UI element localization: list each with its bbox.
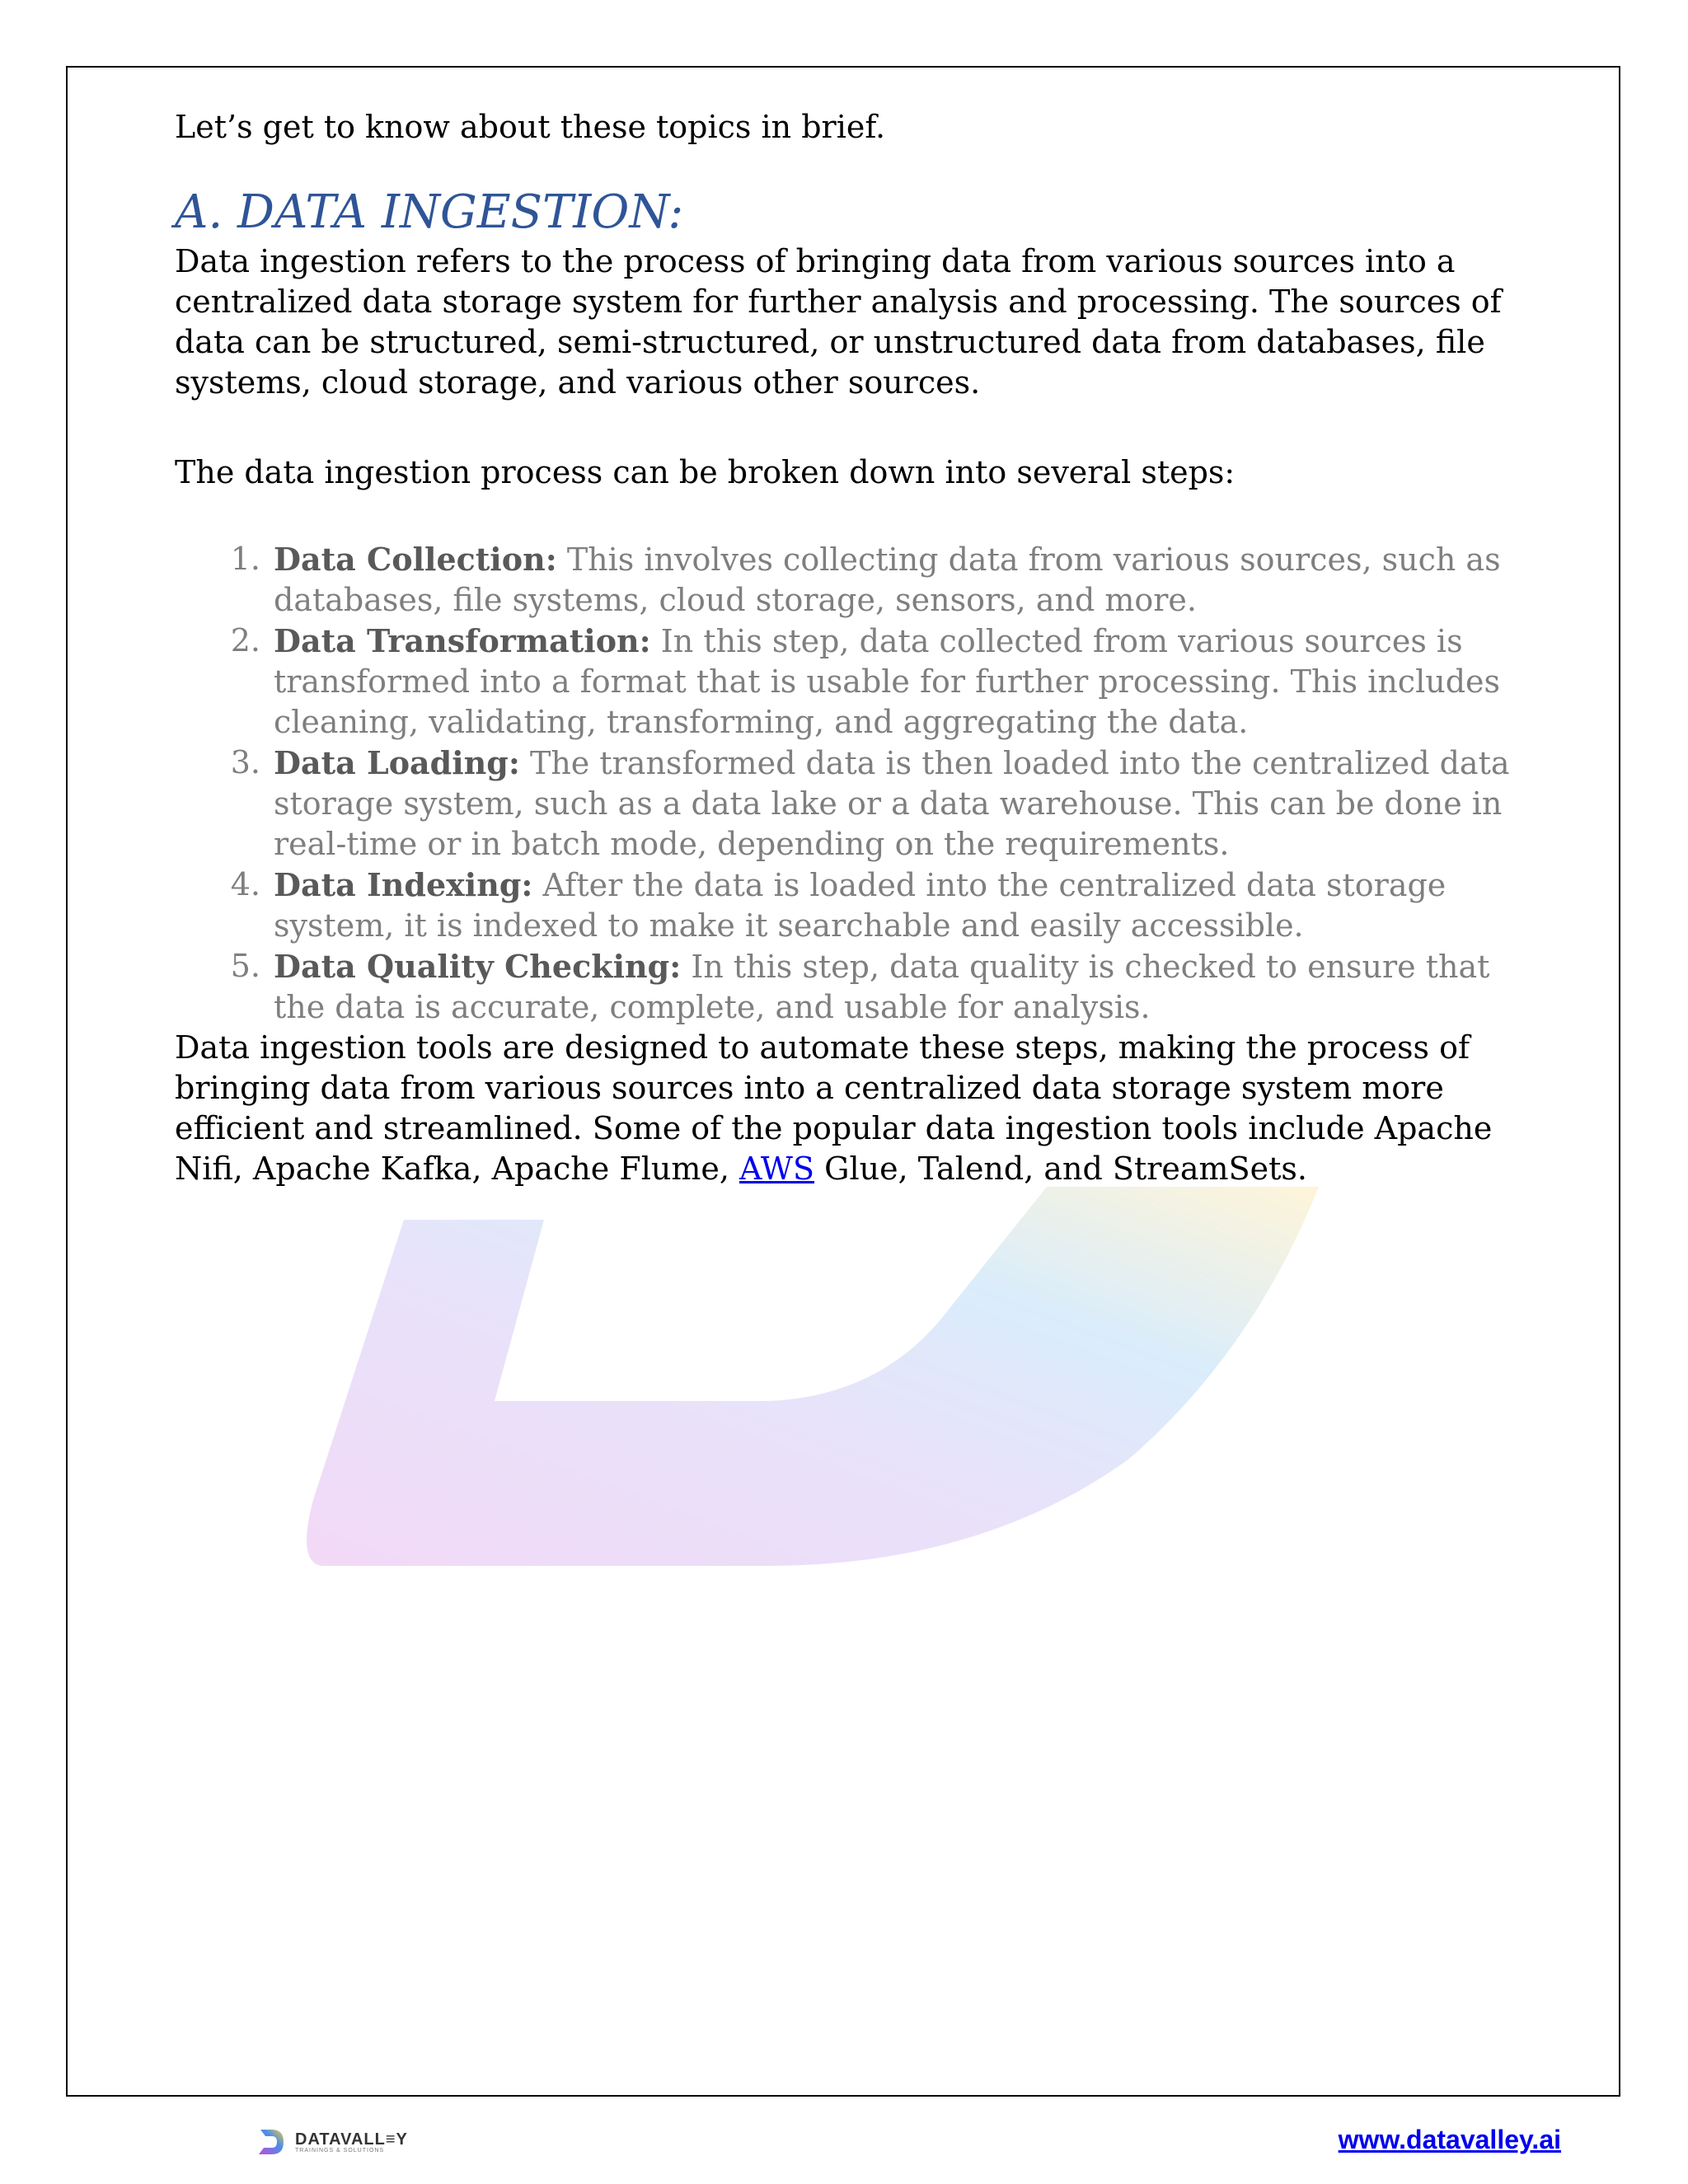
datavalley-logo-icon (256, 2126, 287, 2158)
logo-subtext: TRAININGS & SOLUTIONS (295, 2147, 385, 2154)
step-title: Data Transformation: (274, 622, 651, 659)
aws-link[interactable]: AWS (739, 1151, 815, 1187)
footer-logo (256, 2126, 408, 2158)
tools-text: Data ingestion tools are designed to automate these steps, making the process of bringing data from various sources into a centralized data storage system more efficient and streamlined. Some of the popular data ingestion tools include Apache Nifi, Apache Kafka, Apache Flume, (175, 1029, 1493, 1187)
steps-list (175, 539, 1526, 1028)
logo-text: DATAVALL≡Y (295, 2130, 408, 2149)
tools-text-end: Glue, Talend, and StreamSets. (814, 1151, 1307, 1187)
list-item (230, 743, 1526, 865)
step-title: Data Indexing: (274, 866, 533, 903)
step-text: This involves collecting data from various sources, such as databases, file systems, cloud storage, sensors, and more. (274, 541, 1501, 618)
footer-website-link[interactable]: www.datavalley.ai (1338, 2125, 1561, 2154)
step-title: Data Loading: (274, 744, 520, 781)
step-title: Data Quality Checking: (274, 948, 682, 985)
tools-paragraph (175, 1028, 1526, 1189)
step-number: 1. (230, 541, 260, 577)
step-number: 3. (230, 744, 260, 780)
list-item (230, 865, 1526, 946)
list-item (230, 946, 1526, 1028)
list-item (230, 539, 1526, 621)
step-text: The transformed data is then loaded into the centralized data storage system, such as a data lake or a data warehouse. This can be done in real-time or in batch mode, depending on the requirements. (274, 745, 1510, 862)
section-heading: A. DATA INGESTION: (175, 185, 684, 239)
list-item (230, 621, 1526, 743)
step-title: Data Collection: (274, 541, 557, 578)
definition-paragraph: Data ingestion refers to the process of bringing data from various sources into a centralized data storage system for further analysis and processing. The sources of data can be structured, semi-structured, or unstructured data from databases, file systems, cloud storage, and various other sources. (175, 243, 1502, 401)
step-text: In this step, data quality is checked to ensure that the data is accurate, complete, and usable for analysis. (274, 949, 1490, 1025)
page-content (175, 107, 1526, 1189)
step-text: In this step, data collected from various sources is transformed into a format that is usable for further processing. This includes cleaning, validating, transforming, and aggregating the data. (274, 623, 1501, 740)
steps-intro: The data ingestion process can be broken down into several steps: (175, 454, 1236, 490)
step-number: 2. (230, 622, 260, 658)
step-number: 4. (230, 866, 260, 902)
step-text: After the data is loaded into the centralized data storage system, it is indexed to make it searchable and easily accessible. (274, 867, 1447, 944)
intro-text: Let’s get to know about these topics in brief. (175, 109, 886, 145)
watermark-logo (305, 1187, 1319, 1566)
step-number: 5. (230, 948, 260, 984)
